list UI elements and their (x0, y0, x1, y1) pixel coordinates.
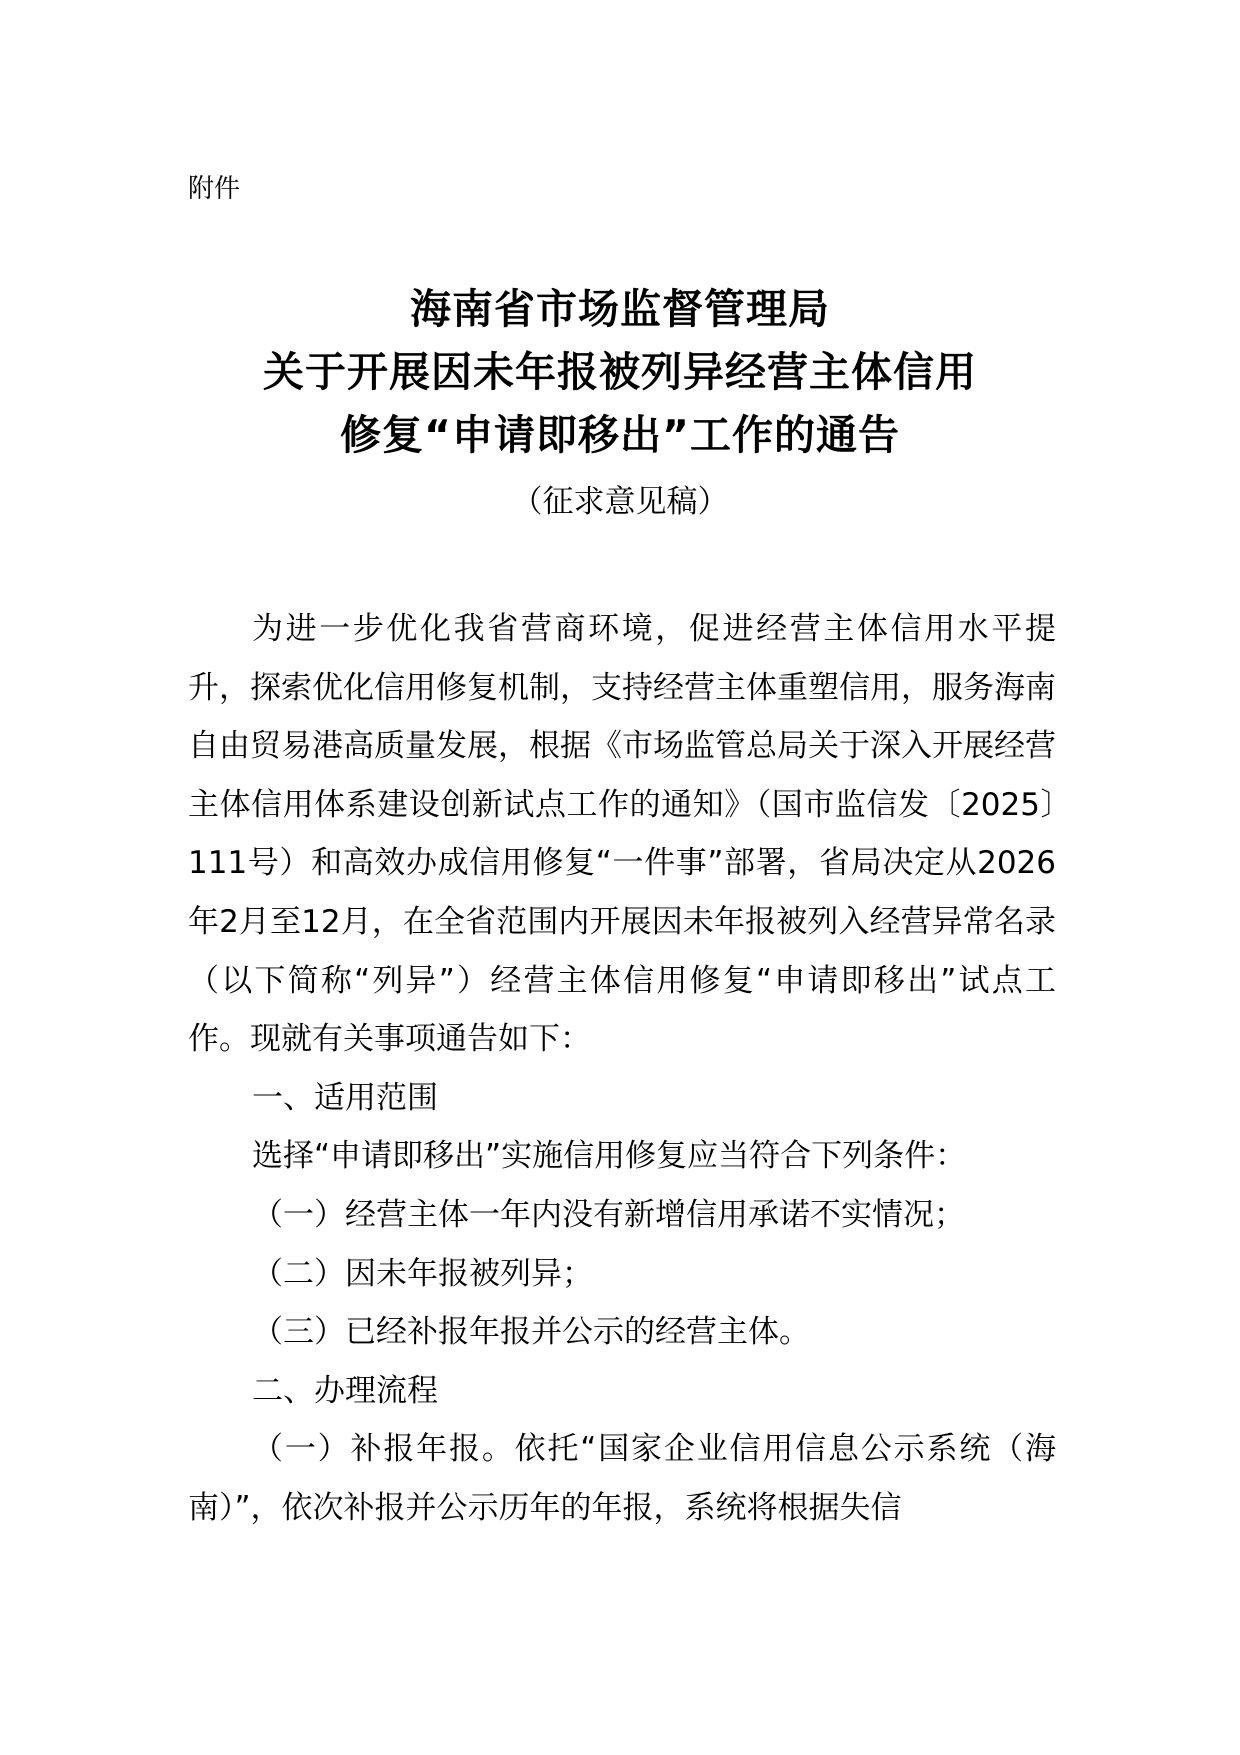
draft-subtitle: （征求意见稿） (511, 484, 729, 520)
section-heading-scope: 一、适用范围 (252, 1079, 438, 1116)
intro-paragraph: 为进一步优化我省营商环境，促进经营主体信用水平提升，探索优化信用修复机制，支持经营主体重塑信用，服务海南自由贸易港高质量发展，根据《市场监管总局关于深入开展经营主体信用体系建设创新试点工作的通知》（国市监信发〔2025〕111号）和高效办成信用修复“一件事”部署，省局决定从2026年2月至12月，在全省范围内开展因未年报被列入经营异常名录（以下简称“列异”）经营主体信用修复“申请即移出”试点工作。现就有关事项通告如下： (188, 611, 1056, 1058)
section-heading-process: 二、办理流程 (252, 1372, 438, 1409)
condition-item-2: （二）因未年报被列异； (252, 1255, 593, 1292)
document-body (188, 600, 1056, 1538)
title-line-2: 关于开展因未年报被列异经营主体信用 (263, 348, 977, 396)
title-line-1: 海南省市场监督管理局 (410, 285, 830, 333)
title-line-3: 修复“申请即移出”工作的通告 (340, 411, 900, 459)
condition-item-3: （三）已经补报年报并公示的经营主体。 (252, 1314, 810, 1351)
attachment-label: 附件 (188, 174, 241, 204)
section-lead-scope: 选择“申请即移出”实施信用修复应当符合下列条件： (252, 1138, 967, 1175)
condition-item-1: （一）经营主体一年内没有新增信用承诺不实情况； (252, 1196, 965, 1233)
process-paragraph: （一）补报年报。依托“国家企业信用信息公示系统（海南）”，依次补报并公示历年的年报，系统将根据失信 (188, 1431, 1056, 1526)
